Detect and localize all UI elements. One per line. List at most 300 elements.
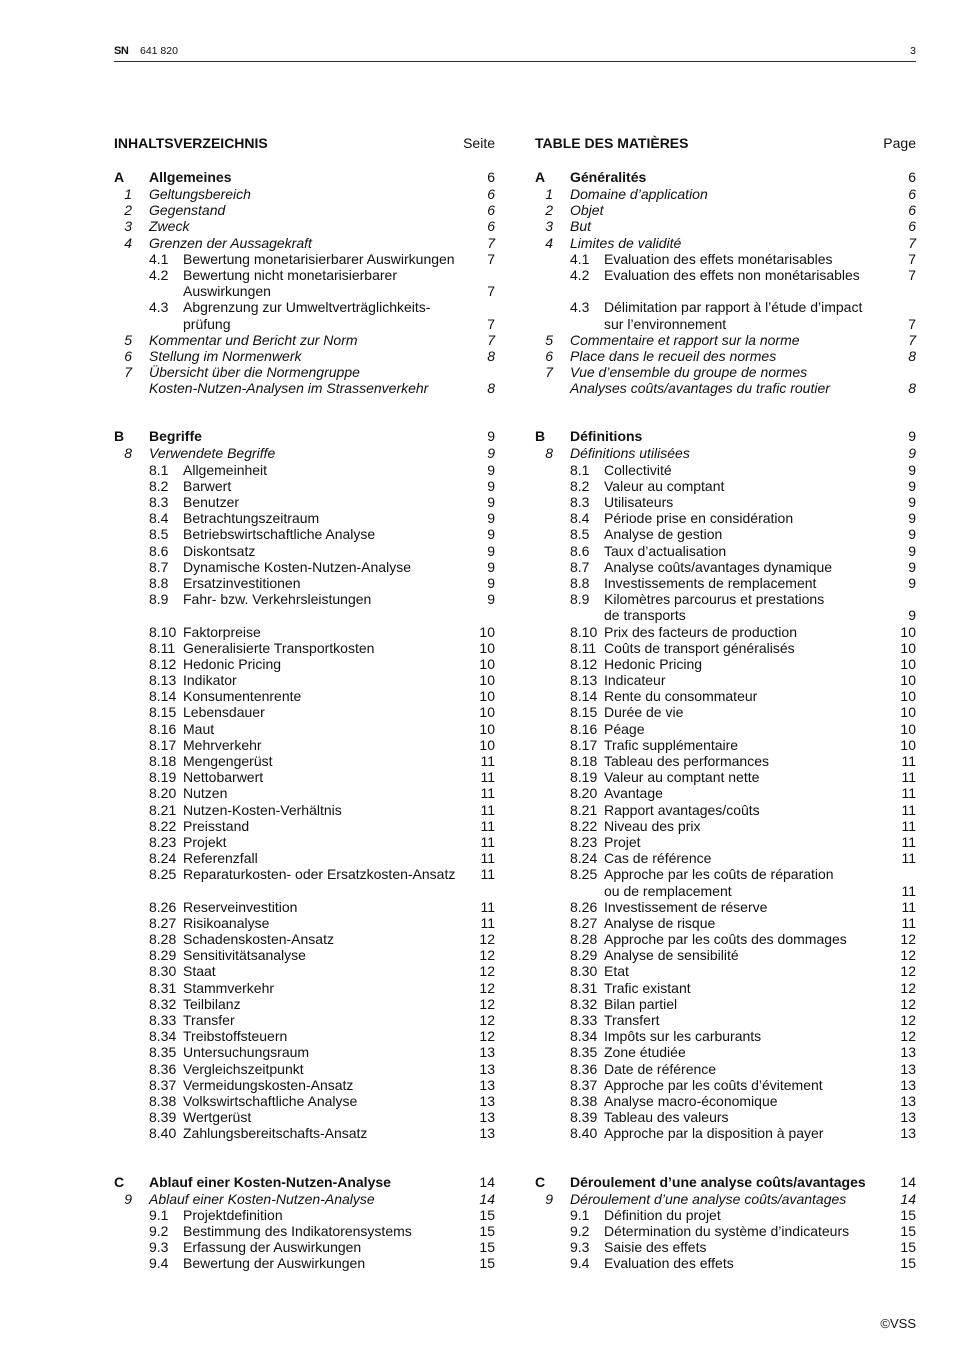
toc-page-number: 11	[901, 833, 916, 850]
toc-entry-title: Untersuchungsraum	[183, 1044, 310, 1061]
toc-page-number: 11	[480, 914, 495, 931]
toc-number: 7	[124, 364, 132, 381]
toc-entry-title: Bestimmung des Indikatorensystems	[183, 1222, 412, 1239]
toc-number: 4	[545, 234, 553, 251]
toc-entry-row	[535, 1028, 916, 1044]
toc-page-number: 6	[908, 186, 916, 202]
toc-entry-row	[535, 1109, 916, 1125]
toc-number: A	[535, 169, 546, 185]
toc-chapter-row	[114, 1191, 495, 1207]
toc-entry-row	[535, 624, 916, 640]
toc-page-number: 11	[480, 801, 495, 818]
toc-entry-title: Date de référence	[604, 1060, 717, 1077]
toc-entry-title: Zone étudiée	[604, 1044, 686, 1061]
toc-number: 8.29	[570, 947, 598, 964]
toc-number: 9	[124, 1190, 132, 1207]
toc-entry-title: Bilan partiel	[604, 995, 678, 1012]
spacer	[535, 396, 916, 420]
toc-entry-row	[535, 963, 916, 979]
toc-number: 4.3	[149, 299, 169, 316]
toc-entry-title: Indikator	[183, 672, 237, 689]
toc-number: C	[114, 1173, 125, 1190]
toc-entry-row-continued	[535, 883, 916, 899]
toc-entry-title: Déroulement d’une analyse coûts/avantages	[570, 1190, 847, 1207]
toc-number: 9.2	[149, 1222, 169, 1239]
toc-entry-title: Schadenskosten-Ansatz	[183, 931, 334, 948]
toc-entry-row	[535, 850, 916, 866]
toc-entry-row	[114, 753, 495, 769]
toc-number: 9.1	[149, 1206, 169, 1223]
toc-page-number: 13	[479, 1044, 495, 1061]
toc-number: 8.14	[149, 688, 177, 705]
toc-entry-row	[114, 688, 495, 704]
toc-chapter-row	[114, 348, 495, 364]
toc-number: 8.31	[570, 979, 598, 996]
toc-entry-row	[114, 462, 495, 478]
toc-entry-row-continued	[535, 607, 916, 623]
toc-number: 2	[545, 202, 553, 219]
toc-entry-title: Reparaturkosten- oder Ersatzkosten-Ansatz	[183, 866, 456, 883]
toc-entry-title: Diskontsatz	[183, 542, 256, 559]
toc-page-number: 11	[901, 882, 916, 899]
toc-page-number: 12	[479, 979, 495, 996]
toc-page-number: 13	[900, 1109, 916, 1126]
toc-page-number: 9	[908, 510, 916, 527]
toc-page-number: 9	[487, 558, 495, 575]
toc-entry-row	[114, 478, 495, 494]
toc-entry-row	[535, 510, 916, 526]
toc-number: 8.3	[570, 494, 590, 510]
toc-entry-title: Allgemeinheit	[183, 461, 268, 478]
toc-number: 8.21	[570, 801, 598, 818]
toc-entry-row	[114, 802, 495, 818]
toc-entry-row	[535, 656, 916, 672]
toc-entry-title: Fahr- bzw. Verkehrsleistungen	[183, 591, 372, 608]
toc-entry-title: Détermination du système d’indicateurs	[604, 1222, 850, 1239]
toc-entry-title: Péage	[604, 720, 645, 737]
toc-page-number: 13	[900, 1060, 916, 1077]
toc-page-number: 9	[487, 510, 495, 527]
toc-entry-row	[535, 478, 916, 494]
toc-entry-row	[114, 591, 495, 607]
toc-entry-title: Generalisierte Transportkosten	[183, 639, 375, 656]
toc-page-number: 14	[900, 1173, 916, 1190]
toc-entry-title: Définition du projet	[604, 1206, 721, 1223]
toc-page-number: 7	[487, 234, 495, 251]
toc-number: 4.1	[570, 250, 590, 267]
toc-page-number: 10	[479, 655, 495, 672]
copyright: ©VSS	[880, 1316, 916, 1331]
toc-page-number: 15	[479, 1222, 495, 1239]
toc-entry-title: ou de remplacement	[604, 882, 732, 899]
toc-entry-title: Hedonic Pricing	[183, 655, 282, 672]
toc-entry-title: Bewertung der Auswirkungen	[183, 1255, 366, 1272]
toc-page-number: 15	[479, 1255, 495, 1272]
toc-number: 8.1	[570, 461, 590, 478]
toc-entry-row	[535, 785, 916, 801]
toc-number: 8.34	[149, 1028, 177, 1045]
toc-entry-title: Analyse de gestion	[604, 526, 723, 543]
toc-page-number: 10	[900, 672, 916, 689]
toc-chapter-row	[535, 202, 916, 218]
norm-number: 641 820	[140, 45, 178, 57]
toc-number: 4.3	[570, 299, 590, 316]
toc-entry-row	[114, 1125, 495, 1141]
toc-chapter-row	[114, 445, 495, 461]
toc-entry-row	[535, 591, 916, 607]
toc-page-number: 11	[901, 850, 916, 867]
toc-entry-row	[114, 721, 495, 737]
toc-page-number: 6	[908, 169, 916, 185]
toc-page-number: 10	[479, 672, 495, 689]
toc-entry-title: Barwert	[183, 477, 232, 494]
toc-entry-title: Place dans le recueil des normes	[570, 347, 777, 364]
toc-entry-row	[114, 1109, 495, 1125]
toc-entry-row	[114, 915, 495, 931]
toc-entry-title: Objet	[570, 202, 604, 219]
toc-number: 9.4	[149, 1255, 169, 1272]
toc-entry-row	[114, 1028, 495, 1044]
toc-number: 8.38	[570, 1092, 598, 1109]
toc-page-number: 15	[900, 1222, 916, 1239]
toc-number: C	[535, 1173, 546, 1190]
toc-page-number: 7	[487, 283, 495, 300]
toc-number: 8.6	[149, 542, 169, 559]
toc-entry-title: Indicateur	[604, 672, 666, 689]
toc-page-number: 12	[900, 931, 916, 948]
toc-page-number: 9	[908, 494, 916, 510]
toc-entry-row	[535, 1012, 916, 1028]
toc-page-number: 9	[487, 445, 495, 462]
toc-page-number: 12	[479, 1028, 495, 1045]
toc-page-number: 10	[479, 623, 495, 640]
toc-page-number: 11	[901, 898, 916, 915]
toc-page-number: 9	[487, 542, 495, 559]
toc-number: 8.7	[570, 558, 590, 575]
toc-entry-row	[535, 753, 916, 769]
toc-number: 8.12	[570, 655, 598, 672]
toc-page-number: 9	[908, 574, 916, 591]
toc-entry-title: Approche par les coûts des dommages	[604, 931, 847, 948]
toc-entry-title: Investissements de remplacement	[604, 574, 817, 591]
toc-chapter-row	[535, 364, 916, 380]
toc-page-number: 9	[487, 428, 495, 445]
toc-number: 8.32	[570, 995, 598, 1012]
toc-entry-title: Auswirkungen	[183, 283, 271, 300]
toc-page-number: 15	[900, 1239, 916, 1256]
toc-page-number: 12	[900, 1012, 916, 1028]
toc-entry-title: Niveau des prix	[604, 817, 701, 834]
toc-entry-row	[114, 947, 495, 963]
toc-entry-title: Staat	[183, 963, 216, 980]
spacer	[114, 883, 495, 899]
toc-entry-title: Evaluation des effets	[604, 1255, 734, 1272]
toc-number: 8.2	[570, 477, 590, 494]
toc-entry-row	[114, 850, 495, 866]
toc-entry-row	[114, 1012, 495, 1028]
toc-number: 8.24	[149, 850, 177, 867]
toc-page-number: 7	[908, 234, 916, 251]
toc-entry-row	[114, 704, 495, 720]
toc-entry-row	[114, 1239, 495, 1255]
toc-entry-title: Erfassung der Auswirkungen	[183, 1239, 362, 1256]
toc-number: 8.40	[570, 1125, 598, 1142]
toc-entry-title: Définitions	[570, 428, 643, 445]
toc-entry-title: Referenzfall	[183, 850, 258, 867]
toc-page-number: 8	[487, 347, 495, 364]
toc-number: 8.4	[570, 510, 590, 527]
toc-number: 8.9	[149, 591, 169, 608]
toc-entry-title: Projekt	[183, 833, 227, 850]
toc-entry-title: Geltungsbereich	[149, 186, 251, 202]
toc-number: 1	[545, 186, 553, 202]
toc-entry-title: Valeur au comptant	[604, 477, 725, 494]
toc-page-number: 14	[479, 1190, 495, 1207]
toc-page-number: 11	[480, 898, 495, 915]
toc-entry-title: Prix des facteurs de production	[604, 623, 797, 640]
toc-entry-title: Abgrenzung zur Umweltverträglichkeits-	[183, 299, 431, 316]
toc-number: 5	[124, 331, 132, 348]
toc-entry-title: Nutzen	[183, 785, 228, 802]
toc-number: 8.13	[149, 672, 177, 689]
toc-entry-title: Sensitivitätsanalyse	[183, 947, 306, 964]
sn-logo: SN	[114, 45, 129, 57]
toc-number: 9.2	[570, 1222, 590, 1239]
toc-entry-title: Kilomètres parcourus et prestations	[604, 591, 825, 608]
toc-page-number: 6	[487, 169, 495, 185]
toc-entry-title: Gegenstand	[149, 202, 226, 219]
toc-entry-row	[535, 640, 916, 656]
toc-section-row	[535, 420, 916, 445]
toc-german	[114, 126, 495, 1271]
toc-number: 8.39	[570, 1109, 598, 1126]
toc-entry-title: Ersatzinvestitionen	[183, 574, 301, 591]
toc-page-number: 11	[901, 785, 916, 802]
toc-number: 8.29	[149, 947, 177, 964]
toc-entry-title: Limites de validité	[570, 234, 682, 251]
toc-page-number: 9	[487, 526, 495, 543]
toc-page-number: 11	[480, 817, 495, 834]
toc-page-number: 9	[908, 477, 916, 494]
toc-entry-row	[114, 1061, 495, 1077]
toc-number: 8.27	[149, 914, 177, 931]
toc-entry-title: Vermeidungskosten-Ansatz	[183, 1076, 354, 1093]
toc-number: 8.25	[149, 866, 177, 883]
toc-page-number: 7	[487, 331, 495, 348]
toc-entry-title: Déroulement d’une analyse coûts/avantages	[570, 1173, 866, 1190]
toc-page-number: 7	[908, 315, 916, 332]
toc-number: 8.18	[570, 753, 598, 769]
toc-number: 8.39	[149, 1109, 177, 1126]
toc-page-number: 11	[901, 801, 916, 818]
toc-entry-title: Allgemeines	[149, 169, 232, 185]
toc-number: 4	[124, 234, 132, 251]
toc-number: 8.16	[570, 720, 598, 737]
toc-page-number: 12	[479, 1012, 495, 1028]
toc-entry-title: Utilisateurs	[604, 494, 674, 510]
toc-entry-title: Tableau des performances	[604, 753, 769, 769]
toc-number: 8.12	[149, 655, 177, 672]
toc-chapter-row	[114, 202, 495, 218]
toc-number: 9	[545, 1190, 553, 1207]
toc-entry-row	[114, 931, 495, 947]
toc-entry-row-continued	[114, 316, 495, 332]
toc-entry-row	[114, 1077, 495, 1093]
toc-page-number: 14	[479, 1173, 495, 1190]
toc-number: 8.11	[570, 639, 597, 656]
toc-entry-title: Tableau des valeurs	[604, 1109, 729, 1126]
toc-page-number: 10	[900, 639, 916, 656]
toc-chapter-row	[535, 348, 916, 364]
toc-entry-row	[114, 543, 495, 559]
toc-number: 8.23	[570, 833, 598, 850]
toc-entry-title: Approche par les coûts d’évitement	[604, 1076, 823, 1093]
toc-entry-row	[535, 1093, 916, 1109]
toc-page-number: 11	[901, 769, 916, 786]
toc-entry-title: Rapport avantages/coûts	[604, 801, 760, 818]
toc-entry-title: Preisstand	[183, 817, 250, 834]
toc-page-number: 13	[479, 1092, 495, 1109]
toc-entry-row	[535, 1239, 916, 1255]
toc-entry-row	[535, 980, 916, 996]
toc-entry-row	[114, 769, 495, 785]
toc-entry-title: Investissement de réserve	[604, 898, 768, 915]
toc-entry-title: Vue d’ensemble du groupe de normes	[570, 364, 808, 381]
toc-french	[535, 126, 916, 1271]
toc-entry-title: Collectivité	[604, 461, 672, 478]
toc-chapter-row	[535, 186, 916, 202]
toc-page-number: 10	[900, 736, 916, 753]
toc-page-number: 7	[908, 250, 916, 267]
toc-number: 8.8	[570, 574, 590, 591]
toc-entry-title: Volkswirtschaftliche Analyse	[183, 1092, 358, 1109]
toc-page-number: 9	[908, 607, 916, 624]
toc-entry-row	[535, 543, 916, 559]
toc-number: B	[114, 428, 125, 445]
toc-entry-title: Treibstoffsteuern	[183, 1028, 288, 1045]
toc-entry-row-continued	[114, 283, 495, 299]
toc-entry-title: Définitions utilisées	[570, 445, 690, 462]
toc-number: 8.35	[149, 1044, 177, 1061]
toc-entry-row	[114, 640, 495, 656]
toc-entry-row	[535, 575, 916, 591]
toc-page-number: 13	[900, 1092, 916, 1109]
toc-heading-row	[114, 126, 495, 161]
toc-entry-row	[535, 526, 916, 542]
toc-entry-title: But	[570, 218, 592, 235]
toc-page-number: 9	[908, 445, 916, 462]
toc-entry-row	[535, 267, 916, 283]
toc-number: 3	[124, 218, 132, 235]
toc-entry-row	[535, 688, 916, 704]
toc-number: 8.26	[149, 898, 177, 915]
toc-entry-title: prüfung	[183, 315, 231, 332]
toc-entry-title: Mehrverkehr	[183, 736, 262, 753]
toc-number: 8.3	[149, 494, 169, 510]
toc-entry-row	[114, 624, 495, 640]
toc-number: 4.2	[149, 266, 169, 283]
toc-page-number: 9	[908, 461, 916, 478]
toc-page-number: 10	[479, 736, 495, 753]
toc-entry-title: Dynamische Kosten-Nutzen-Analyse	[183, 558, 411, 575]
toc-entry-title: Maut	[183, 720, 215, 737]
spacer	[535, 283, 916, 299]
toc-entry-title: Saisie des effets	[604, 1239, 707, 1256]
toc-entry-row	[535, 818, 916, 834]
toc-entry-title: Projektdefinition	[183, 1206, 283, 1223]
page-header	[114, 44, 916, 62]
toc-number: 8.37	[149, 1076, 177, 1093]
toc-page-number: 6	[487, 202, 495, 219]
toc-page-number: 10	[900, 704, 916, 721]
toc-entry-title: Coûts de transport généralisés	[604, 639, 795, 656]
toc-entry-title: Ablauf einer Kosten-Nutzen-Analyse	[149, 1190, 375, 1207]
toc-page-number: 11	[901, 753, 916, 769]
toc-page-number: 6	[908, 218, 916, 235]
toc-page-number: 6	[487, 186, 495, 202]
toc-page-number: 13	[900, 1044, 916, 1061]
toc-page-number: 9	[908, 542, 916, 559]
toc-page-number: 9	[487, 477, 495, 494]
toc-entry-row	[114, 980, 495, 996]
toc-page-number: 12	[900, 979, 916, 996]
toc-chapter-row-continued	[114, 380, 495, 396]
toc-entry-title: Commentaire et rapport sur la norme	[570, 331, 800, 348]
toc-number: 8.6	[570, 542, 590, 559]
toc-entry-title: Nettobarwert	[183, 769, 264, 786]
toc-chapter-row	[535, 332, 916, 348]
toc-page-number: 12	[900, 947, 916, 964]
toc-entry-row	[114, 818, 495, 834]
toc-entry-title: Risikoanalyse	[183, 914, 270, 931]
toc-entry-row	[535, 494, 916, 510]
toc-entry-title: Analyse macro-économique	[604, 1092, 778, 1109]
toc-entry-row	[114, 963, 495, 979]
toc-entry-title: Période prise en considération	[604, 510, 794, 527]
toc-number: 9.3	[149, 1239, 169, 1256]
toc-number: 8.7	[149, 558, 169, 575]
toc-chapter-row	[114, 332, 495, 348]
toc-entry-row	[535, 251, 916, 267]
toc-page-number: 9	[908, 428, 916, 445]
toc-page-number: 9	[487, 494, 495, 510]
toc-page-number: 10	[479, 688, 495, 705]
toc-number: 9.1	[570, 1206, 590, 1223]
toc-page-number: 12	[479, 931, 495, 948]
toc-number: 8.22	[149, 817, 177, 834]
toc-entry-title: Benutzer	[183, 494, 240, 510]
toc-number: 8.27	[570, 914, 598, 931]
toc-entry-row	[535, 931, 916, 947]
spacer	[114, 607, 495, 623]
page-column-label: Page	[883, 135, 916, 151]
toc-number: 8.10	[149, 623, 177, 640]
toc-entry-row	[535, 769, 916, 785]
toc-number: 9.3	[570, 1239, 590, 1256]
toc-number: 8	[545, 445, 553, 462]
toc-number: 8.11	[149, 639, 176, 656]
toc-section-row	[535, 161, 916, 186]
toc-number: 8.17	[570, 736, 598, 753]
toc-page-number: 7	[487, 315, 495, 332]
toc-number: 1	[124, 186, 132, 202]
toc-number: 8.40	[149, 1125, 177, 1142]
toc-page-number: 11	[480, 866, 495, 883]
toc-number: 9.4	[570, 1255, 590, 1272]
toc-number: 8.1	[149, 461, 169, 478]
toc-page-number: 10	[479, 639, 495, 656]
toc-number: 8.23	[149, 833, 177, 850]
